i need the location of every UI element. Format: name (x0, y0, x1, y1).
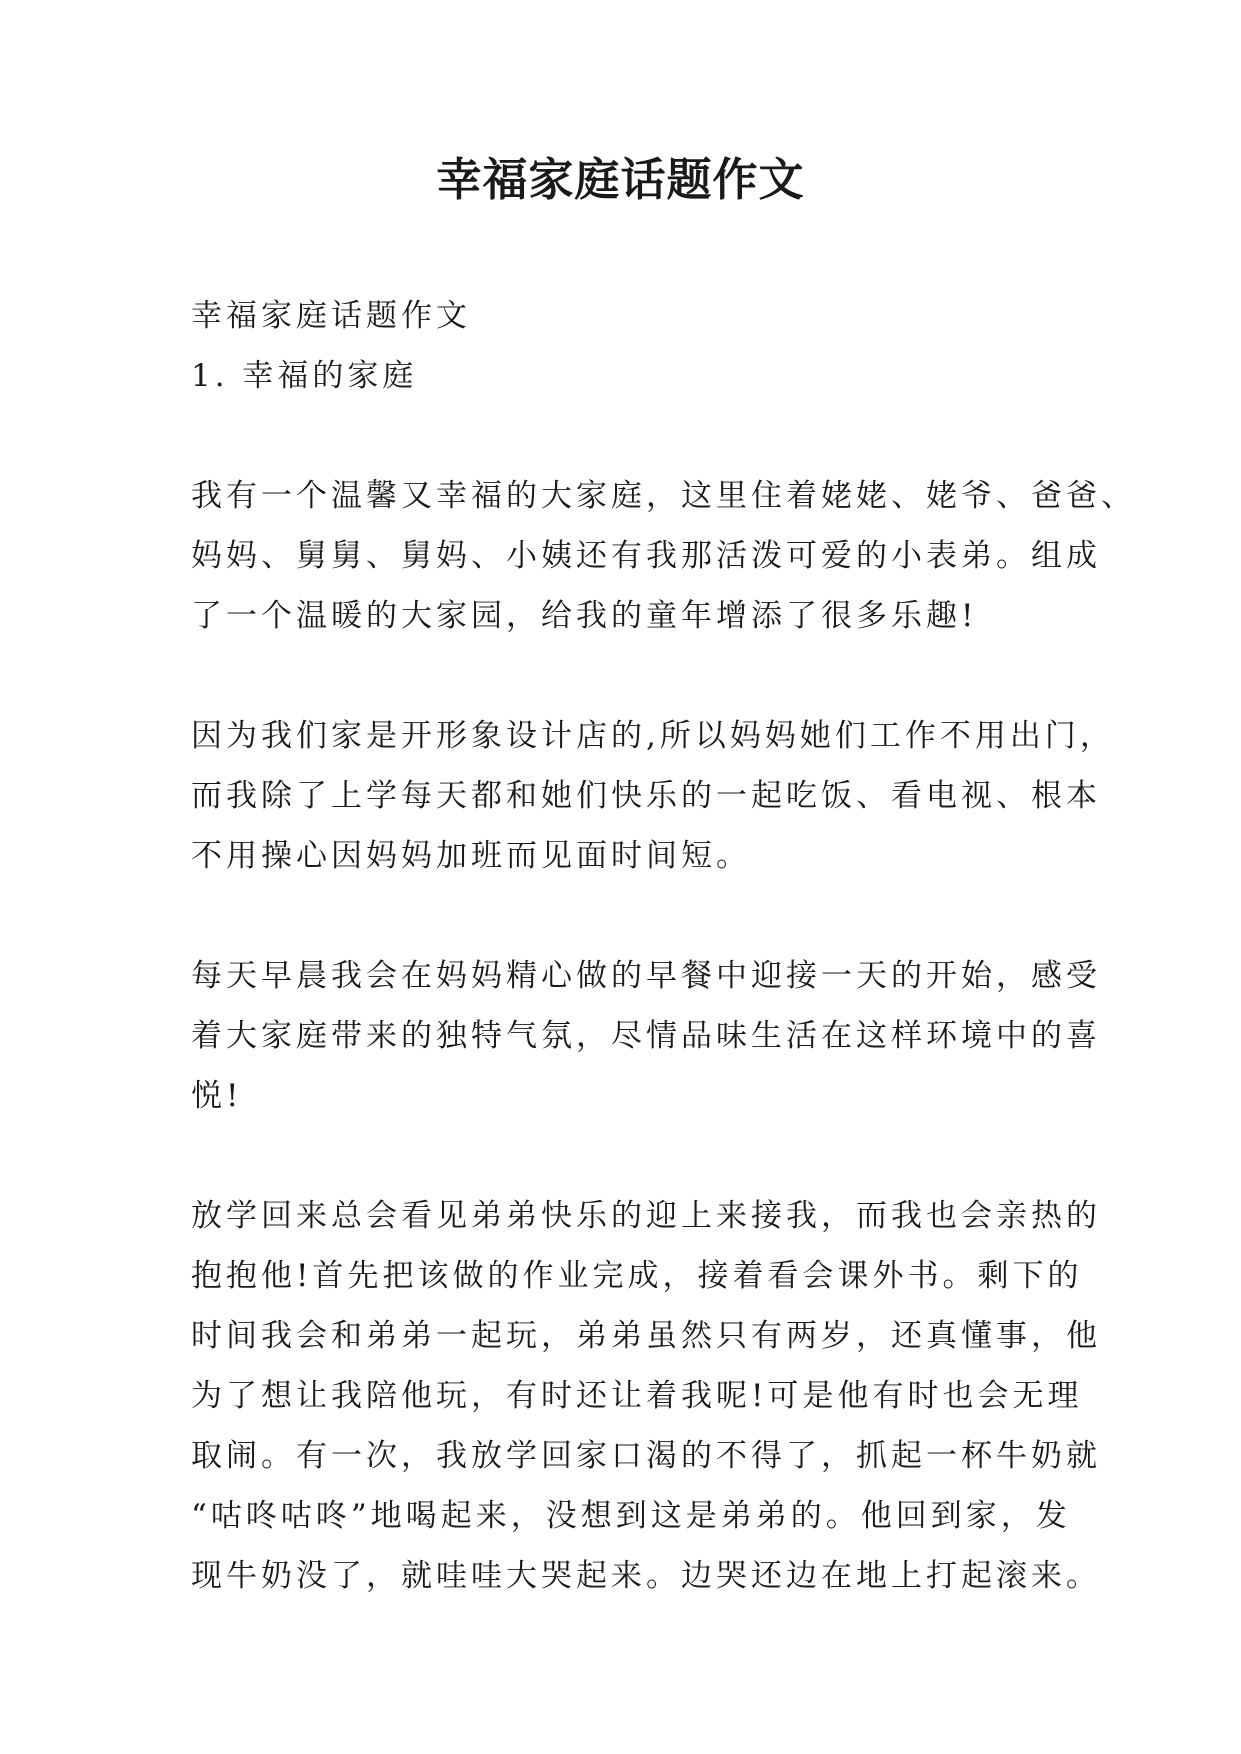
paragraph-spacer (191, 886, 1061, 946)
paragraph-2 (191, 706, 1115, 886)
paragraph-line: 时间我会和弟弟一起玩，弟弟虽然只有两岁，还真懂事，他 (191, 1318, 1101, 1354)
paragraph-spacer (191, 406, 1061, 466)
section-heading: 1. 幸福的家庭 (191, 358, 418, 394)
paragraph-spacer (191, 1126, 1061, 1186)
paragraph-1 (191, 466, 1136, 646)
paragraph-line: 我有一个温馨又幸福的大家庭，这里住着姥姥、姥爷、爸爸、 (191, 478, 1136, 514)
document-subtitle: 幸福家庭话题作文 (191, 298, 471, 334)
paragraph-line: 抱抱他!首先把该做的作业完成，接着看会课外书。剩下的 (191, 1258, 1083, 1294)
paragraph-line: 每天早晨我会在妈妈精心做的早餐中迎接一天的开始，感受 (191, 958, 1101, 994)
paragraph-line: 取闹。有一次，我放学回家口渴的不得了，抓起一杯牛奶就 (191, 1438, 1101, 1474)
paragraph-line: 了一个温暖的大家园，给我的童年增添了很多乐趣! (191, 598, 978, 634)
paragraph-line: “咕咚咕咚”地喝起来，没想到这是弟弟的。他回到家，发 (191, 1498, 1071, 1534)
paragraph-line: 因为我们家是开形象设计店的,所以妈妈她们工作不用出门， (191, 718, 1115, 754)
paragraph-line: 着大家庭带来的独特气氛，尽情品味生活在这样环境中的喜 (191, 1018, 1101, 1054)
paragraph-line: 悦! (191, 1078, 243, 1114)
paragraph-line: 现牛奶没了，就哇哇大哭起来。边哭还边在地上打起滚来。 (191, 1558, 1101, 1594)
paragraph-3 (191, 946, 1101, 1126)
document-title: 幸福家庭话题作文 (436, 153, 805, 206)
paragraph-spacer (191, 646, 1061, 706)
document-body (191, 286, 1136, 1606)
paragraph-line: 为了想让我陪他玩，有时还让着我呢!可是他有时也会无理 (191, 1378, 1083, 1414)
paragraph-line: 妈妈、舅舅、舅妈、小姨还有我那活泼可爱的小表弟。组成 (191, 538, 1101, 574)
paragraph-4 (191, 1186, 1101, 1606)
paragraph-line: 而我除了上学每天都和她们快乐的一起吃饭、看电视、根本 (191, 778, 1101, 814)
paragraph-line: 不用操心因妈妈加班而见面时间短。 (191, 838, 751, 874)
paragraph-line: 放学回来总会看见弟弟快乐的迎上来接我，而我也会亲热的 (191, 1198, 1101, 1234)
